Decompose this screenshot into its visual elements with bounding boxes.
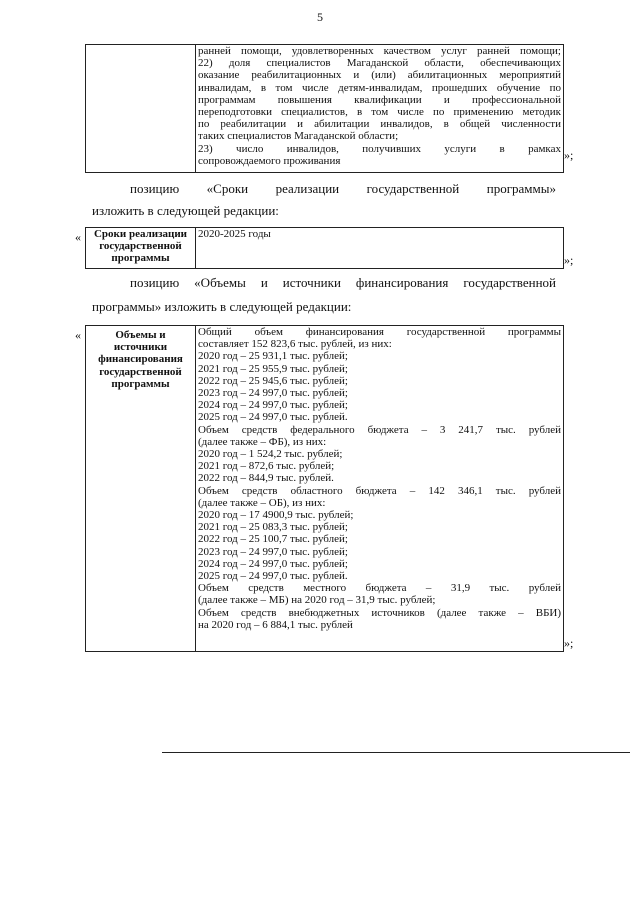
indicators-table <box>85 44 564 173</box>
funding-line: 2020 год – 25 931,1 тыс. рублей; <box>198 350 348 363</box>
funding-line: 2023 год – 24 997,0 тыс. рублей; <box>198 545 348 558</box>
funding-line: 2022 год – 844,9 тыс. рублей. <box>198 472 334 485</box>
funding-line: 2020 год – 17 4900,9 тыс. рублей; <box>198 509 354 522</box>
instruction-line: позицию «Объемы и источники финансирования государственной <box>130 275 556 290</box>
funding-line: 2025 год – 24 997,0 тыс. рублей. <box>198 411 348 424</box>
opening-quote-3: « <box>75 328 81 342</box>
funding-line: 2020 год – 1 524,2 тыс. рублей; <box>198 448 343 461</box>
funding-line: 2023 год – 24 997,0 тыс. рублей; <box>198 387 348 400</box>
indicators-text-cell <box>196 45 564 173</box>
funding-line: (далее также – МБ) на 2020 год – 31,9 тыс. рублей; <box>198 594 436 607</box>
funding-line: 2024 год – 24 997,0 тыс. рублей; <box>198 557 348 570</box>
funding-line: 2022 год – 25 100,7 тыс. рублей; <box>198 533 348 546</box>
funding-text-cell <box>196 326 564 652</box>
indicators-line: 23) число инвалидов, получивших услуги в рамках <box>198 142 561 155</box>
funding-line: (далее также – ОБ), из них: <box>198 496 326 509</box>
funding-line: 2021 год – 872,6 тыс. рублей; <box>198 460 335 473</box>
indicators-line: ранней помощи, удовлетворенных качеством услуг ранней помощи; <box>198 45 561 57</box>
footer-divider <box>162 752 630 753</box>
funding-line: составляет 152 823,6 тыс. рублей, из них: <box>198 338 392 351</box>
timeline-value: 2020-2025 годы <box>196 228 564 269</box>
indicators-line: инвалидам, в том числе детям-инвалидам, прошедших обучение по <box>198 81 561 94</box>
indicators-line: программам повышения квалификации и профессиональной <box>198 93 561 106</box>
funding-line: 2021 год – 25 955,9 тыс. рублей; <box>198 362 348 375</box>
instruction-line: программы» изложить в следующей редакции: <box>92 299 352 314</box>
funding-line: 2025 год – 24 997,0 тыс. рублей. <box>198 570 348 583</box>
funding-line: 2021 год – 25 083,3 тыс. рублей; <box>198 521 348 534</box>
funding-line: 2022 год – 25 945,6 тыс. рублей; <box>198 374 348 387</box>
funding-line: (далее также – ФБ), из них: <box>198 435 327 448</box>
closing-quote-2: »; <box>564 253 574 267</box>
indicators-line: таких специалистов Магаданской области; <box>198 130 399 143</box>
funding-header: Объемы и источники финансирования государственной программы <box>86 326 196 652</box>
funding-line: на 2020 год – 6 884,1 тыс. рублей <box>198 618 353 631</box>
funding-line: 2024 год – 24 997,0 тыс. рублей; <box>198 399 348 412</box>
timeline-table <box>85 227 564 269</box>
indicators-line: переподготовки специалистов, в том числе по применению методик <box>198 106 561 119</box>
indicators-line: по реабилитации и абилитации инвалидов, в общей численности <box>198 118 561 131</box>
indicators-line: 22) доля специалистов Магаданской области, обеспечивающих <box>198 57 561 70</box>
timeline-header: Сроки реализации государственной программы <box>86 228 196 269</box>
indicators-empty-cell <box>86 45 196 173</box>
indicators-line: сопровождаемого проживания <box>198 154 341 167</box>
funding-line: Объем средств областного бюджета – 142 346,1 тыс. рублей <box>198 484 561 497</box>
instruction-line: позицию «Сроки реализации государственной программы» <box>130 181 556 196</box>
funding-table <box>85 325 564 652</box>
opening-quote-2: « <box>75 230 81 244</box>
funding-line: Объем средств федерального бюджета – 3 241,7 тыс. рублей <box>198 423 561 436</box>
closing-quote-1: »; <box>564 148 574 162</box>
funding-line: Объем средств внебюджетных источников (далее также – ВБИ) <box>198 606 561 619</box>
page-number: 5 <box>317 10 323 24</box>
indicators-line: оказание реабилитационных и (или) абилитационных мероприятий <box>198 69 561 82</box>
funding-line: Общий объем финансирования государственной программы <box>198 326 561 338</box>
instruction-line: изложить в следующей редакции: <box>92 203 279 218</box>
funding-line: Объем средств местного бюджета – 31,9 тыс. рублей <box>198 582 561 595</box>
closing-quote-3: »; <box>564 636 574 650</box>
